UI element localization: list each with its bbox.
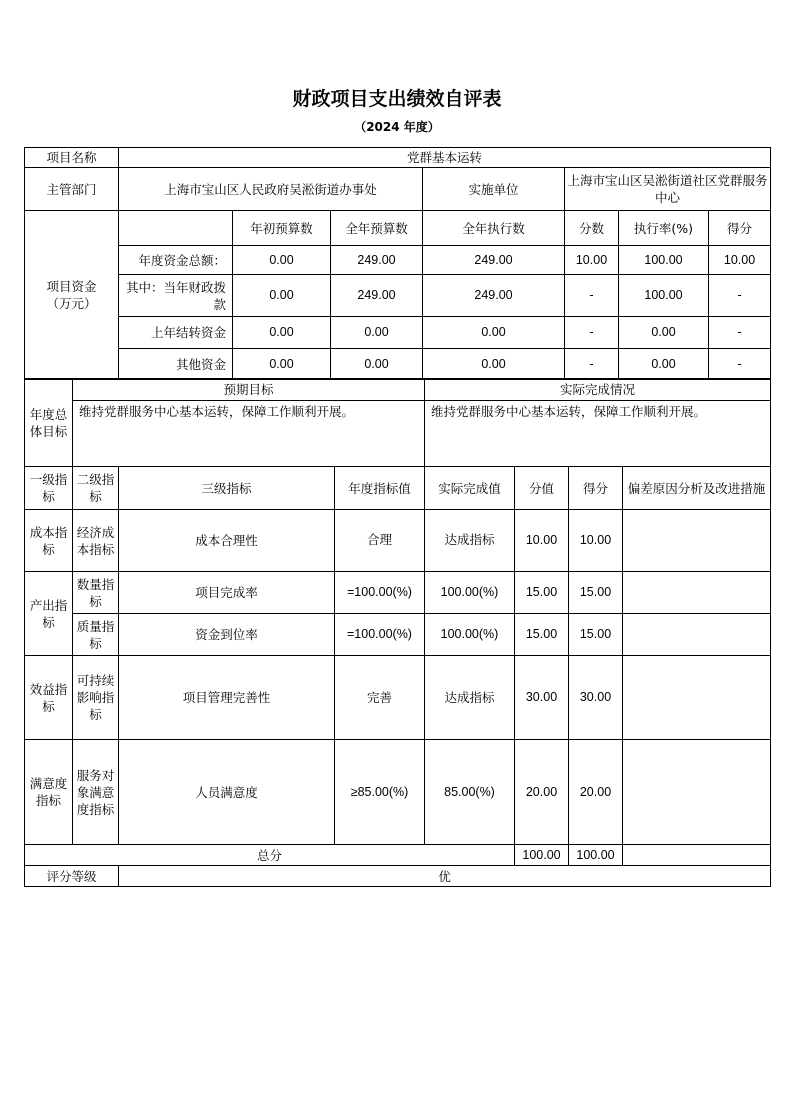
level2-indicator: 服务对象满意度指标 bbox=[73, 740, 119, 845]
target-value: =100.00(%) bbox=[335, 572, 425, 614]
impl-label: 实施单位 bbox=[423, 168, 565, 211]
project-name-label: 项目名称 bbox=[25, 148, 119, 168]
actual-result-text: 维持党群服务中心基本运转，保障工作顺利开展。 bbox=[425, 401, 771, 467]
grade-value: 优 bbox=[119, 866, 771, 887]
project-name-value: 党群基本运转 bbox=[119, 148, 771, 168]
weight-value: 15.00 bbox=[515, 572, 569, 614]
funds-cell: - bbox=[709, 275, 771, 317]
deviation-note bbox=[623, 572, 771, 614]
funds-row-label: 其中：当年财政拨款 bbox=[119, 275, 233, 317]
level1-indicator: 产出指标 bbox=[25, 572, 73, 656]
grade-label: 评分等级 bbox=[25, 866, 119, 887]
funds-cell: 0.00 bbox=[423, 349, 565, 380]
score-value: 10.00 bbox=[569, 510, 623, 572]
level1-indicator: 效益指标 bbox=[25, 656, 73, 740]
deviation-note bbox=[623, 510, 771, 572]
target-value: =100.00(%) bbox=[335, 614, 425, 656]
funds-cell: - bbox=[565, 317, 619, 349]
score-value: 15.00 bbox=[569, 572, 623, 614]
impl-value: 上海市宝山区吴淞街道社区党群服务中心 bbox=[565, 168, 771, 211]
indicator-header: 分值 bbox=[515, 467, 569, 510]
target-value: ≥85.00(%) bbox=[335, 740, 425, 845]
weight-value: 30.00 bbox=[515, 656, 569, 740]
funds-cell: 0.00 bbox=[331, 349, 423, 380]
funds-row bbox=[25, 275, 771, 317]
level1-indicator: 满意度指标 bbox=[25, 740, 73, 845]
deviation-note bbox=[623, 740, 771, 845]
funds-cell: - bbox=[565, 275, 619, 317]
funds-cell: 0.00 bbox=[233, 275, 331, 317]
deviation-note bbox=[623, 614, 771, 656]
funds-cell: 0.00 bbox=[233, 246, 331, 275]
funds-cell: 10.00 bbox=[565, 246, 619, 275]
funds-cell: 0.00 bbox=[331, 317, 423, 349]
indicator-header: 二级指标 bbox=[73, 467, 119, 510]
indicator-header: 年度指标值 bbox=[335, 467, 425, 510]
funds-cell: 249.00 bbox=[331, 275, 423, 317]
deviation-note bbox=[623, 656, 771, 740]
actual-value: 达成指标 bbox=[425, 510, 515, 572]
funds-row-label: 上年结转资金 bbox=[119, 317, 233, 349]
indicator-header: 三级指标 bbox=[119, 467, 335, 510]
level2-indicator: 可持续影响指标 bbox=[73, 656, 119, 740]
table-row bbox=[25, 614, 771, 656]
total-label: 总分 bbox=[25, 845, 515, 866]
funds-header: 分数 bbox=[565, 211, 619, 246]
dept-value: 上海市宝山区人民政府吴淞街道办事处 bbox=[119, 168, 423, 211]
expected-goal-header: 预期目标 bbox=[73, 379, 425, 401]
goals-label: 年度总体目标 bbox=[25, 379, 73, 467]
level2-indicator: 数量指标 bbox=[73, 572, 119, 614]
total-row bbox=[25, 845, 771, 866]
score-value: 30.00 bbox=[569, 656, 623, 740]
funds-cell: 100.00 bbox=[619, 246, 709, 275]
total-score: 100.00 bbox=[569, 845, 623, 866]
weight-value: 15.00 bbox=[515, 614, 569, 656]
indicator-header: 偏差原因分析及改进措施 bbox=[623, 467, 771, 510]
grade-row bbox=[25, 866, 771, 887]
actual-value: 85.00(%) bbox=[425, 740, 515, 845]
funds-header: 执行率(%) bbox=[619, 211, 709, 246]
actual-value: 100.00(%) bbox=[425, 614, 515, 656]
funds-cell: 10.00 bbox=[709, 246, 771, 275]
page-title: 财政项目支出绩效自评表 bbox=[292, 88, 502, 110]
level3-indicator: 成本合理性 bbox=[119, 510, 335, 572]
level3-indicator: 项目管理完善性 bbox=[119, 656, 335, 740]
funds-header: 得分 bbox=[709, 211, 771, 246]
indicator-header: 得分 bbox=[569, 467, 623, 510]
actual-result-header: 实际完成情况 bbox=[425, 379, 771, 401]
indicators-table bbox=[24, 466, 771, 887]
target-value: 完善 bbox=[335, 656, 425, 740]
level2-indicator: 质量指标 bbox=[73, 614, 119, 656]
funds-row-label: 年度资金总额： bbox=[119, 246, 233, 275]
funds-cell: - bbox=[709, 317, 771, 349]
funds-cell: - bbox=[709, 349, 771, 380]
funds-cell: 249.00 bbox=[423, 246, 565, 275]
actual-value: 100.00(%) bbox=[425, 572, 515, 614]
level2-indicator: 经济成本指标 bbox=[73, 510, 119, 572]
funds-row bbox=[25, 317, 771, 349]
funds-cell: 0.00 bbox=[619, 317, 709, 349]
funds-cell: 0.00 bbox=[423, 317, 565, 349]
level3-indicator: 资金到位率 bbox=[119, 614, 335, 656]
funds-cell: 100.00 bbox=[619, 275, 709, 317]
funds-header: 年初预算数 bbox=[233, 211, 331, 246]
funds-cell: 249.00 bbox=[423, 275, 565, 317]
table-row bbox=[25, 510, 771, 572]
target-value: 合理 bbox=[335, 510, 425, 572]
funds-row bbox=[25, 246, 771, 275]
funds-cell: 0.00 bbox=[233, 349, 331, 380]
funds-cell: 249.00 bbox=[331, 246, 423, 275]
funds-row-label: 其他资金 bbox=[119, 349, 233, 380]
total-weight: 100.00 bbox=[515, 845, 569, 866]
goals-table bbox=[24, 378, 771, 467]
funds-cell: 0.00 bbox=[619, 349, 709, 380]
indicator-header: 一级指标 bbox=[25, 467, 73, 510]
table-row bbox=[25, 740, 771, 845]
table-row bbox=[25, 656, 771, 740]
level3-indicator: 人员满意度 bbox=[119, 740, 335, 845]
level3-indicator: 项目完成率 bbox=[119, 572, 335, 614]
funds-cell: 0.00 bbox=[233, 317, 331, 349]
funds-header: 全年执行数 bbox=[423, 211, 565, 246]
actual-value: 达成指标 bbox=[425, 656, 515, 740]
funds-cell: - bbox=[565, 349, 619, 380]
page-subtitle: （2024 年度） bbox=[354, 120, 440, 134]
funds-label: 项目资金 （万元） bbox=[25, 211, 119, 380]
score-value: 20.00 bbox=[569, 740, 623, 845]
indicator-header: 实际完成值 bbox=[425, 467, 515, 510]
dept-label: 主管部门 bbox=[25, 168, 119, 211]
funds-row bbox=[25, 349, 771, 380]
table-row bbox=[25, 572, 771, 614]
weight-value: 20.00 bbox=[515, 740, 569, 845]
weight-value: 10.00 bbox=[515, 510, 569, 572]
score-value: 15.00 bbox=[569, 614, 623, 656]
level1-indicator: 成本指标 bbox=[25, 510, 73, 572]
expected-goal-text: 维持党群服务中心基本运转，保障工作顺利开展。 bbox=[73, 401, 425, 467]
funds-header: 全年预算数 bbox=[331, 211, 423, 246]
project-info-table bbox=[24, 147, 771, 380]
